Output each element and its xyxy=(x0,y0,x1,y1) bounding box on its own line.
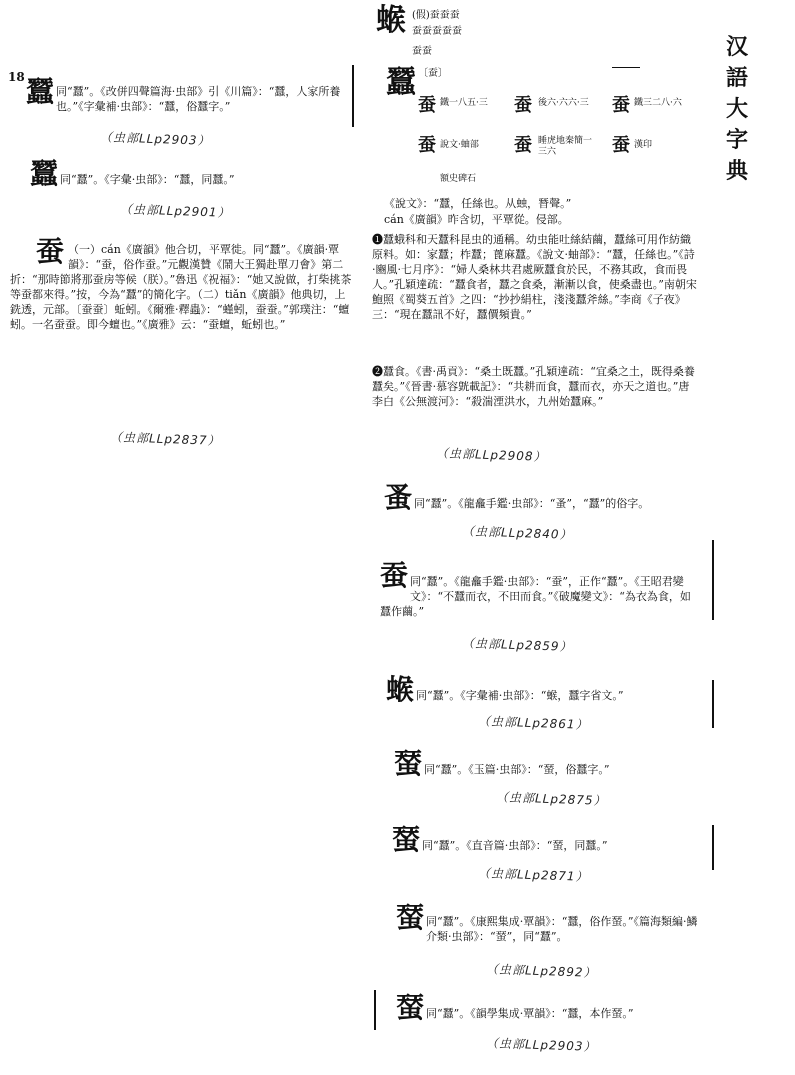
right-rule-3 xyxy=(712,825,714,870)
seal-ref: 額史碑石 xyxy=(440,174,477,184)
entry-head-char: 蝅 xyxy=(394,747,423,780)
entry-text: 同“蠶”。《字彙·虫部》：“蠶，同蠶。” xyxy=(60,173,235,186)
right-entry xyxy=(392,823,702,856)
page-number: 18 xyxy=(8,70,25,84)
handwritten-note: （虫部ⅬⅬp2861） xyxy=(477,714,589,732)
right-entry xyxy=(384,481,704,514)
handwritten-note: （虫部ⅬⅬp2837） xyxy=(109,430,221,448)
entry-head-char: 蝅 xyxy=(396,901,425,934)
entry-text: 同“蠶”。《改併四聲篇海·虫部》引《川篇》：“蠶，人家所養也。”《字彙補·虫部》：“蠶，俗蠶字。” xyxy=(56,85,341,113)
right-entry xyxy=(394,747,704,780)
handwritten-note: （虫部ⅬⅬp2875） xyxy=(495,790,607,808)
book-title xyxy=(720,32,754,187)
seal-glyph: 蚕 xyxy=(418,135,436,156)
right-entry xyxy=(372,901,702,944)
book-title-char: 汉 xyxy=(725,34,748,60)
seal-ref: 漢印 xyxy=(634,140,653,150)
right-entry xyxy=(386,673,706,706)
right-rule-1 xyxy=(712,540,714,620)
seal-ref: 睡虎地秦簡一三六 xyxy=(538,136,593,157)
main-def-reading: cán《廣韻》昨含切，平覃從。侵部。 xyxy=(384,213,569,226)
entry-text: 同“蠶”。《康熙集成·覃韻》：“蠶，俗作蝅。”《篇海類編·鱗介類·虫部》：“蝅”，同“蠶”。 xyxy=(426,915,698,943)
entry-label: 〔蚕〕 xyxy=(418,68,448,79)
handwritten-note: （虫部ⅬⅬp2892） xyxy=(485,962,597,980)
handwritten-note: （虫部ⅬⅬp2901） xyxy=(119,202,231,220)
top-rule xyxy=(612,67,640,68)
head-line-1: (假)蚕蚕蚕 xyxy=(412,10,460,21)
entry-text: 同“蠶”。《韻學集成·覃韻》：“蠶，本作蝅。” xyxy=(426,1007,634,1020)
left-entry xyxy=(30,157,350,190)
book-title-char: 典 xyxy=(725,158,748,184)
main-def-shuowen: 《說文》：“蠶，任絲也。从䖵，朁聲。” xyxy=(384,197,572,210)
seal-glyph: 蚕 xyxy=(612,95,630,116)
handwritten-note: （虫部ⅬⅬp2908） xyxy=(435,446,547,464)
right-rule-2 xyxy=(712,680,714,728)
main-entry-char: 蠶 xyxy=(386,65,416,100)
head-line-2: 蚕蚕蚕蚕蚕 xyxy=(412,26,462,37)
entry-text: 同“蠶”。《龍龕手鑑·虫部》：“蚤”，“蠶”的俗字。 xyxy=(414,497,650,510)
handwritten-note: （虫部ⅬⅬp2859） xyxy=(461,636,573,654)
right-rule-4 xyxy=(374,990,376,1030)
entry-text: 同“蠶”。《直音篇·虫部》：“蝅，同蠶。” xyxy=(422,839,608,852)
seal-ref: 說文·蚰部 xyxy=(440,140,479,150)
main-def-sense-1: ❶蠶蛾科和天蠶科昆虫的通稱。幼虫能吐絲結繭，蠶絲可用作紡織原料。如：家蠶；柞蠶；蓖麻蠶。《說文·蚰部》：“蠶，任絲也。”《詩·豳風·七月序》：“婦人桑林共君處厥蠶食於民，不務其政，食而畏人。”孔穎達疏：“蠶食者，蠶之食桑，漸漸以食，使桑盡也。”南朝宋鮑照《蜀葵五首》之四：“抄抄絹柱，淺淺蠶斧絲。”李商《子夜》三：“現在蠶訊不好，蠶價頻貴。” xyxy=(372,233,697,321)
left-entry xyxy=(10,235,355,332)
handwritten-note: （虫部ⅬⅬp2871） xyxy=(477,866,589,884)
left-rule xyxy=(352,65,354,127)
handwritten-note: （虫部ⅬⅬp2903） xyxy=(99,130,211,148)
seal-glyph: 蚕 xyxy=(418,95,436,116)
seal-glyph: 蚕 xyxy=(514,135,532,156)
entry-head-char: 蚤 xyxy=(384,481,413,514)
right-entry xyxy=(396,991,706,1024)
handwritten-note: （虫部ⅬⅬp2840） xyxy=(461,524,573,542)
entry-text: 同“蠶”。《玉篇·虫部》：“蝅，俗蠶字。” xyxy=(424,763,610,776)
seal-ref: 鐵三二八·六 xyxy=(634,98,682,108)
head-line-3: 蚕蚕 xyxy=(412,46,432,57)
entry-head-char: 蝅 xyxy=(392,823,421,856)
entry-head-char: 蠶 xyxy=(30,157,59,190)
book-title-char: 大 xyxy=(725,96,748,122)
entry-head-char: 蚕 xyxy=(36,235,65,268)
entry-text: 同“蠶”。《龍龕手鑑·虫部》：“蚕”，正作“蠶”。《王昭君變文》：“不蠶而衣，不田而食。”《破魔變文》：“為衣為食，如蠶作繭。” xyxy=(380,575,691,618)
entry-head-char: 蝅 xyxy=(396,991,425,1024)
book-title-char: 語 xyxy=(725,65,748,91)
right-entry xyxy=(380,559,700,619)
entry-text: 同“蠶”。《字彙補·虫部》：“䗔，蠶字省文。” xyxy=(416,689,624,702)
handwritten-note: （虫部ⅬⅬp2903） xyxy=(485,1036,597,1054)
entry-head-char: 蠶 xyxy=(26,75,55,108)
seal-glyph: 蚕 xyxy=(514,95,532,116)
entry-text: （一）cán《廣韻》他合切，平覃徙。同“蠶”。《廣韻·覃韻》：“蚕，俗作蚕。”元觀漢贊《鬧大王獨赴單刀會》第二折：“那時節將那蚕房等候（朕）。”魯迅《祝福》：“她又說做，打柴挑茶等蚕都來得。”按，今為“蠶”的簡化字。（二）tiǎn《廣韻》他典切，上銑透，元部。〔蚕蚕〕蚯蚓。《爾雅·釋蟲》：“螼蚓，蚕蚕。”郭璞注：“蟺蚓。一名蚕蚕。即今蟺也。”《廣雅》云：“蚕蟺，蚯蚓也。” xyxy=(10,243,352,331)
seal-ref: 鐵一八五·三 xyxy=(440,98,488,108)
book-title-char: 字 xyxy=(725,127,748,153)
main-def-sense-2: ❷蠶食。《書·禹貢》：“桑土既蠶。”孔穎達疏：“宜桑之土，既得桑養蠶矣。”《晉書·慕容皝載記》：“共耕而食，蠶而衣，亦天之道也。”唐李白《公無渡河》：“殺湍湮洪水，九州始蠶麻。” xyxy=(372,365,695,408)
main-head-char: 䗔 xyxy=(376,3,406,38)
entry-head-char: 蚕 xyxy=(380,559,409,592)
entry-head-char: 䗔 xyxy=(386,673,415,706)
seal-ref: 後六·六六·三 xyxy=(538,98,589,108)
seal-glyph: 蚕 xyxy=(612,135,630,156)
